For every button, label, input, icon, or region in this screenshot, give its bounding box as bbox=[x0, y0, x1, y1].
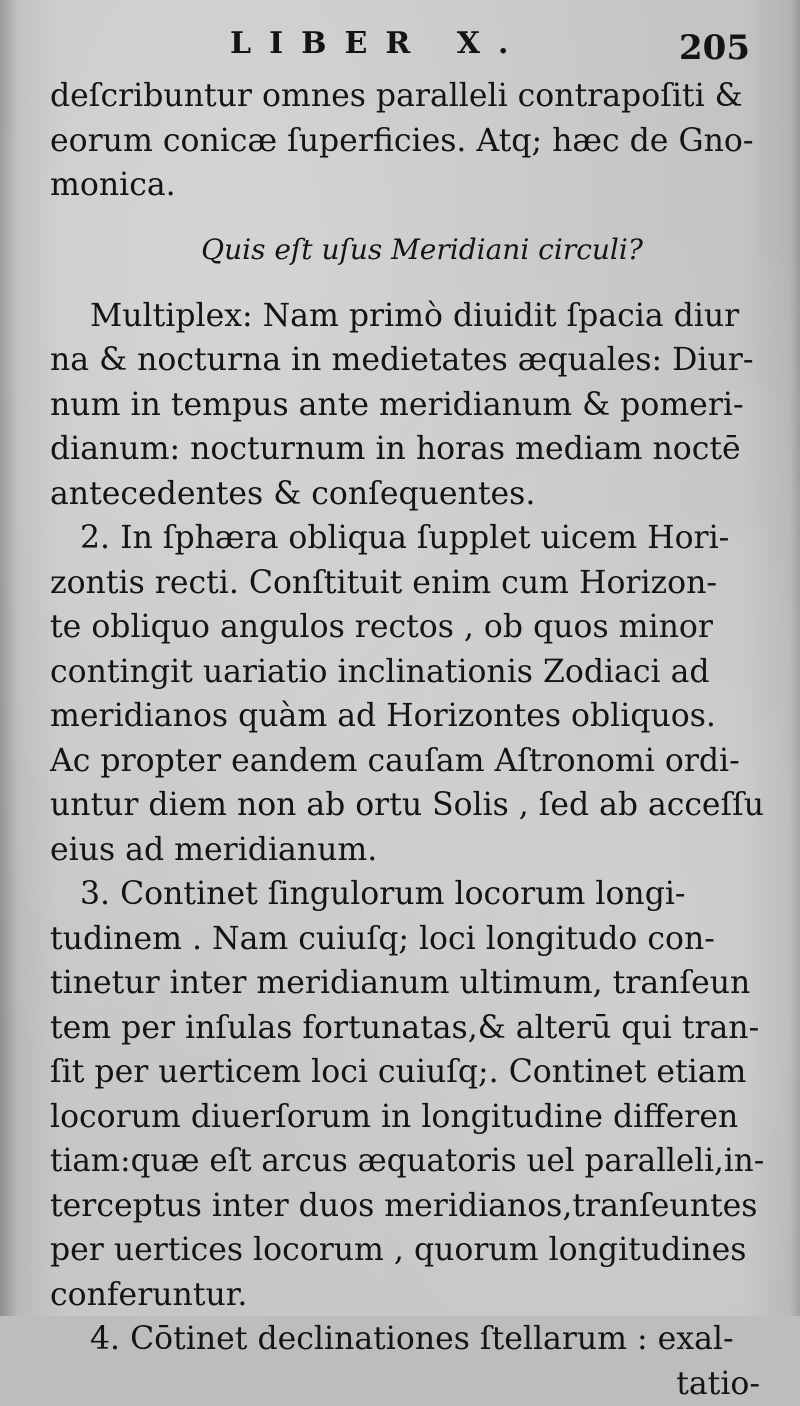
text-line: te obliquo angulos rectos , ob quos minor bbox=[50, 609, 713, 645]
page-number: 205 bbox=[679, 28, 750, 68]
text-line: Multiplex: Nam primò diuidit ſpacia diur bbox=[90, 297, 740, 334]
text-line: per uertices locorum , quorum longitudines bbox=[50, 1232, 747, 1268]
text-line: meridianos quàm ad Horizontes obliquos. bbox=[50, 698, 716, 734]
text-line: num in tempus ante meridianum & pomeri- bbox=[50, 386, 744, 423]
running-head: LIBER X. bbox=[230, 26, 527, 61]
text-line: na & nocturna in medietates æquales: Diur- bbox=[50, 342, 754, 378]
text-line: terceptus inter duos meridianos,tranſeuntes bbox=[50, 1187, 758, 1224]
catchword: tatio- bbox=[676, 1365, 760, 1402]
text-line: ſit per uerticem loci cuiuſq;. Continet etiam bbox=[50, 1054, 747, 1090]
text-line: tiam:quæ eſt arcus æquatoris uel paralleli,in- bbox=[50, 1143, 765, 1179]
text-line: dianum: nocturnum in horas mediam noctē bbox=[50, 431, 741, 467]
section-heading: Quis eſt uſus Meridiani circuli? bbox=[201, 232, 643, 266]
text-line: tinetur inter meridianum ultimum, tranſeun bbox=[50, 965, 751, 1001]
text-line: zontis recti. Conſtituit enim cum Horizon- bbox=[50, 564, 718, 601]
text-line: eorum conicæ ſuperficies. Atq; hæc de Gno- bbox=[50, 122, 754, 159]
text-line: deſcribuntur omnes paralleli contrapoſiti & bbox=[50, 78, 743, 114]
text-line: tudinem . Nam cuiuſq; loci longitudo con- bbox=[50, 920, 715, 957]
text-line: eius ad meridianum. bbox=[50, 831, 378, 868]
text-line: 2. In ſphæra obliqua ſupplet uicem Hori- bbox=[80, 520, 730, 556]
text-line: locorum diuerſorum in longitudine differen bbox=[50, 1098, 739, 1135]
text-line: Ac propter eandem cauſam Aſtronomi ordi- bbox=[50, 742, 740, 779]
page-header bbox=[0, 22, 800, 72]
text-line: antecedentes & conſequentes. bbox=[50, 475, 536, 512]
text-line: untur diem non ab ortu Solis , ſed ab acceſſu bbox=[50, 787, 765, 823]
text-line: tem per inſulas fortunatas,& alterū qui tran- bbox=[50, 1009, 760, 1046]
text-line: 3. Continet ſingulorum locorum longi- bbox=[80, 876, 686, 912]
text-line: contingit uariatio inclinationis Zodiaci ad bbox=[50, 653, 710, 690]
text-line: conferuntur. bbox=[50, 1276, 248, 1313]
text-line: monica. bbox=[50, 167, 176, 203]
text-line: 4. Cōtinet declinationes ſtellarum : exal- bbox=[90, 1321, 734, 1357]
text-body bbox=[50, 74, 764, 1406]
